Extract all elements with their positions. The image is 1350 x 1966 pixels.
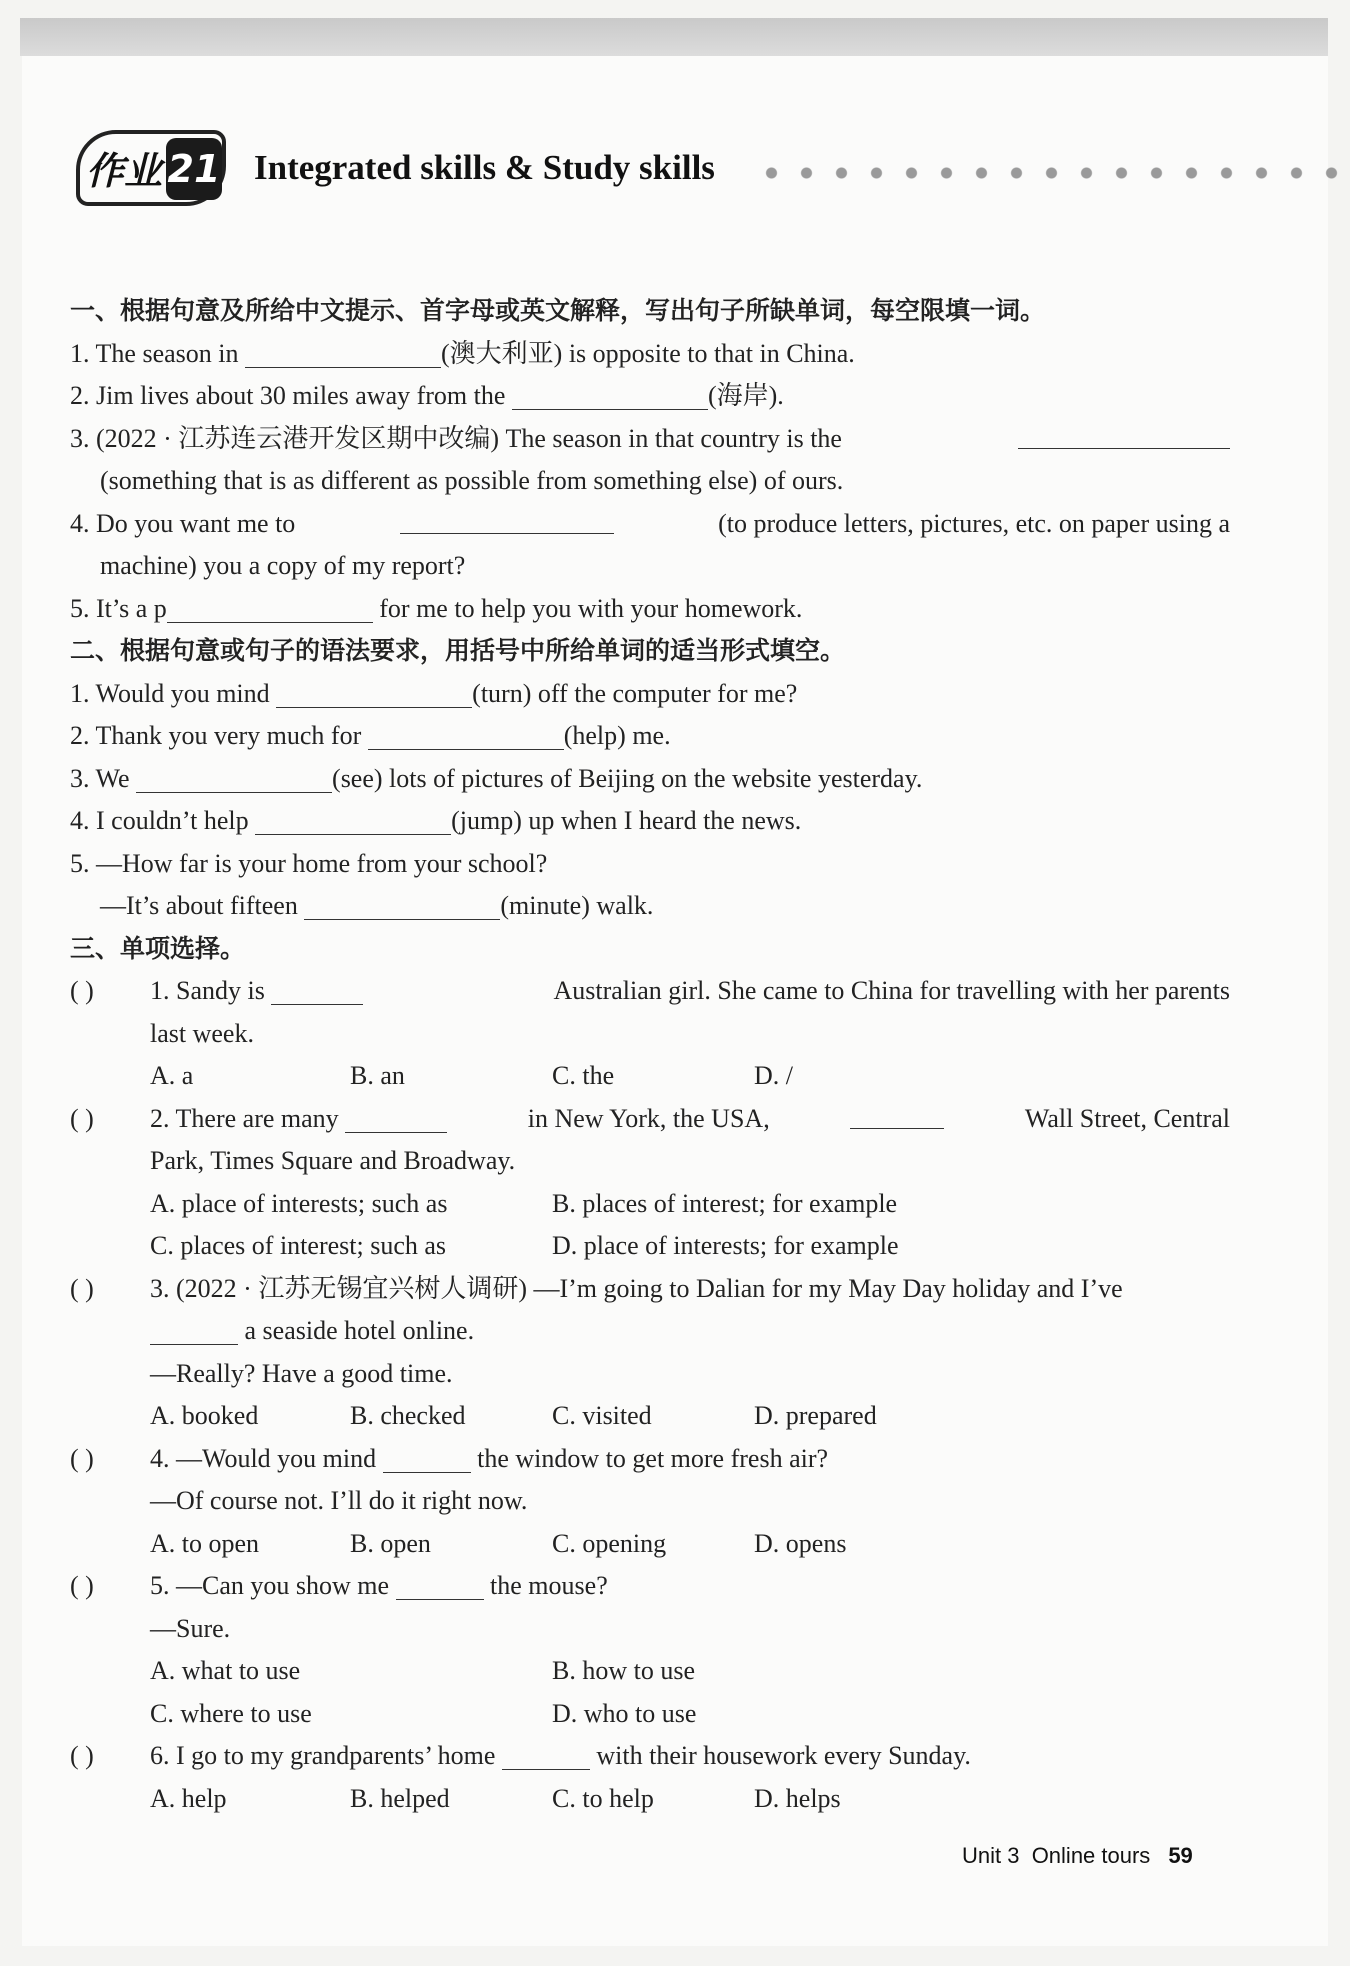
mc-q3-reply: —Really? Have a good time. [150,1358,453,1388]
s1-q5-text-end: for me to help you with your homework. [372,593,803,623]
mc-q6-start: 6. I go to my grandparents’ home [150,1741,502,1770]
answer-parentheses[interactable]: ( ) [70,1443,94,1473]
scan-top-bar [20,18,1328,56]
s1-q5-text: 5. It’s a p [70,593,167,623]
option-a[interactable]: A. place of interests; such as [150,1188,448,1218]
answer-blank[interactable] [512,379,708,410]
lesson-header [76,128,1326,212]
mc-q1-rest: Australian girl. She came to China for travelling with her parents [553,976,1230,1005]
page-footer [962,1843,1193,1869]
answer-blank[interactable] [255,804,451,835]
mc-q3-cont [70,1310,1230,1353]
mc-q5-rest: the mouse? [483,1571,608,1600]
answer-parentheses[interactable]: ( ) [70,1103,94,1133]
option-b[interactable]: B. an [350,1061,405,1090]
s1-q1-text-end: (澳大利亚) is opposite to that in China. [441,338,855,368]
homework-badge [76,128,230,208]
mc-q1-cont: last week. [150,1018,254,1048]
answer-blank[interactable] [150,1314,238,1345]
s2-q3-text: 3. We [70,763,137,793]
answer-blank[interactable] [271,974,363,1005]
s1-q3-text: 3. (2022 · 江苏连云港开发区期中改编) The season in that country is the [70,423,842,453]
mc-q1-text [70,970,363,1013]
mc-q1-options [150,1055,1230,1098]
option-d[interactable]: D. who to use [552,1698,697,1728]
s1-question-2 [70,375,1230,418]
lesson-title: Integrated skills & Study skills [254,148,715,187]
option-c[interactable]: C. where to use [150,1698,312,1728]
answer-blank[interactable] [167,592,373,623]
mc-q5-reply: —Sure. [150,1613,231,1643]
s1-q2-text-end: (海岸). [707,381,784,410]
s2-question-2 [70,715,1230,758]
badge-number: 21 [166,138,222,200]
option-d[interactable]: D. opens [754,1528,847,1558]
answer-blank[interactable] [383,1442,471,1473]
option-a[interactable]: A. booked [150,1401,259,1430]
mc-q6-text [70,1741,971,1770]
s2-q2-text-end: (help) me. [563,721,671,750]
decorative-dots [754,166,1350,180]
option-b[interactable]: B. how to use [552,1656,695,1685]
section-2-heading: 二、根据句意或句子的语法要求，用括号中所给单词的适当形式填空。 [70,636,846,665]
option-d[interactable]: D. helps [754,1783,841,1813]
mc-question-6 [70,1735,1230,1778]
option-c[interactable]: C. to help [552,1783,654,1813]
option-a[interactable]: A. a [150,1061,194,1090]
mc-question-4 [70,1438,1230,1481]
answer-blank[interactable] [502,1739,590,1770]
mc-q3-rest: a seaside hotel online. [238,1316,475,1345]
s2-q2-text: 2. Thank you very much for [70,721,368,750]
exercise-content [70,290,1230,1820]
answer-blank[interactable] [400,503,614,534]
mc-q4-options [150,1523,1230,1566]
mc-q4-text [70,1444,828,1473]
mc-q2-mid: in New York, the USA, [527,1103,770,1133]
s2-q4-text: 4. I couldn’t help [70,806,256,835]
s2-question-1 [70,673,1230,716]
s1-question-4 [70,503,1230,546]
s1-question-3-cont: (something that is as different as possible from something else) of ours. [100,466,844,495]
mc-question-3 [70,1268,1230,1311]
s2-question-4 [70,800,1230,843]
option-c[interactable]: C. opening [552,1528,667,1558]
mc-q2-cont: Park, Times Square and Broadway. [150,1146,516,1175]
option-b[interactable]: B. checked [350,1401,466,1430]
s2-q3-text-end: (see) lots of pictures of Beijing on the website yesterday. [332,763,923,793]
answer-parentheses[interactable]: ( ) [70,1273,94,1303]
option-b[interactable]: B. helped [350,1783,450,1813]
option-c[interactable]: C. places of interest; such as [150,1231,447,1260]
s1-q1-text: 1. The season in [70,338,245,368]
option-a[interactable]: A. help [150,1783,227,1813]
section-1-heading: 一、根据句意及所给中文提示、首字母或英文解释，写出句子所缺单词，每空限填一词。 [70,296,1046,325]
answer-blank[interactable] [245,337,441,368]
answer-blank[interactable] [304,889,500,920]
mc-q2-options-row2 [150,1225,1230,1268]
option-a[interactable]: A. to open [150,1528,260,1558]
mc-q5-start: 5. —Can you show me [150,1571,396,1600]
mc-q5-options-row1 [150,1650,1230,1693]
mc-q3-options [150,1395,1230,1438]
mc-question-2 [70,1098,1230,1141]
s1-question-1 [70,333,1230,376]
mc-q3-text: 3. (2022 · 江苏无锡宜兴树人调研) —I’m going to Dalian for my May Day holiday and I’ve [150,1273,1123,1303]
option-b[interactable]: B. places of interest; for example [552,1188,898,1218]
option-a[interactable]: A. what to use [150,1656,301,1685]
s1-q2-text: 2. Jim lives about 30 miles away from the [70,381,512,410]
answer-parentheses[interactable]: ( ) [70,1741,94,1770]
s1-q4-text: 4. Do you want me to [70,508,296,538]
mc-q4-rest: the window to get more fresh air? [470,1443,829,1473]
mc-q2-text [70,1098,447,1141]
answer-blank[interactable] [396,1569,484,1600]
answer-blank[interactable] [345,1102,447,1133]
s2-question-3 [70,758,1230,801]
s1-q4-text-mid: (to produce letters, pictures, etc. on paper using a [718,508,1230,538]
option-d[interactable]: D. prepared [754,1401,877,1430]
option-b[interactable]: B. open [350,1528,431,1558]
s2-question-5: 5. —How far is your home from your school? [70,848,548,878]
s2-q5-text-end: (minute) walk. [500,891,654,920]
unit-label: Unit 3 Online tours [962,1843,1151,1868]
badge-label: 作业 [86,149,163,193]
answer-blank[interactable] [276,677,472,708]
s2-q1-text: 1. Would you mind [70,678,277,708]
answer-parentheses[interactable]: ( ) [70,976,94,1005]
answer-blank[interactable] [136,762,332,793]
mc-q2-start: 2. There are many [150,1103,339,1133]
mc-q5-text [70,1571,608,1600]
option-d[interactable]: D. / [754,1061,793,1090]
s1-question-4-cont: machine) you a copy of my report? [100,551,466,580]
answer-blank[interactable] [850,1098,944,1129]
page-number: 59 [1168,1843,1193,1868]
option-c[interactable]: C. the [552,1061,615,1090]
answer-blank[interactable] [368,719,564,750]
option-c[interactable]: C. visited [552,1401,652,1430]
mc-q5-options-row2 [150,1693,1230,1736]
s2-q5-text: —It’s about fifteen [100,891,305,920]
mc-q1-start: 1. Sandy is [150,976,265,1005]
s2-q1-text-end: (turn) off the computer for me? [472,678,798,708]
mc-q6-rest: with their housework every Sunday. [589,1741,971,1770]
mc-q2-end: Wall Street, Central [1024,1103,1230,1133]
s2-question-5-answer [70,885,1230,928]
answer-blank[interactable] [1018,418,1230,449]
mc-question-5 [70,1565,1230,1608]
option-d[interactable]: D. place of interests; for example [552,1231,899,1260]
mc-q6-options [150,1778,1230,1821]
mc-q2-options-row1 [150,1183,1230,1226]
section-3-heading: 三、单项选择。 [70,933,246,963]
s1-question-3 [70,418,1230,461]
s2-q4-text-end: (jump) up when I heard the news. [451,806,802,835]
mc-q4-start: 4. —Would you mind [150,1443,383,1473]
answer-parentheses[interactable]: ( ) [70,1571,94,1600]
mc-question-1 [70,970,1230,1013]
s1-question-5 [70,588,1230,631]
mc-q4-reply: —Of course not. I’ll do it right now. [150,1486,528,1515]
